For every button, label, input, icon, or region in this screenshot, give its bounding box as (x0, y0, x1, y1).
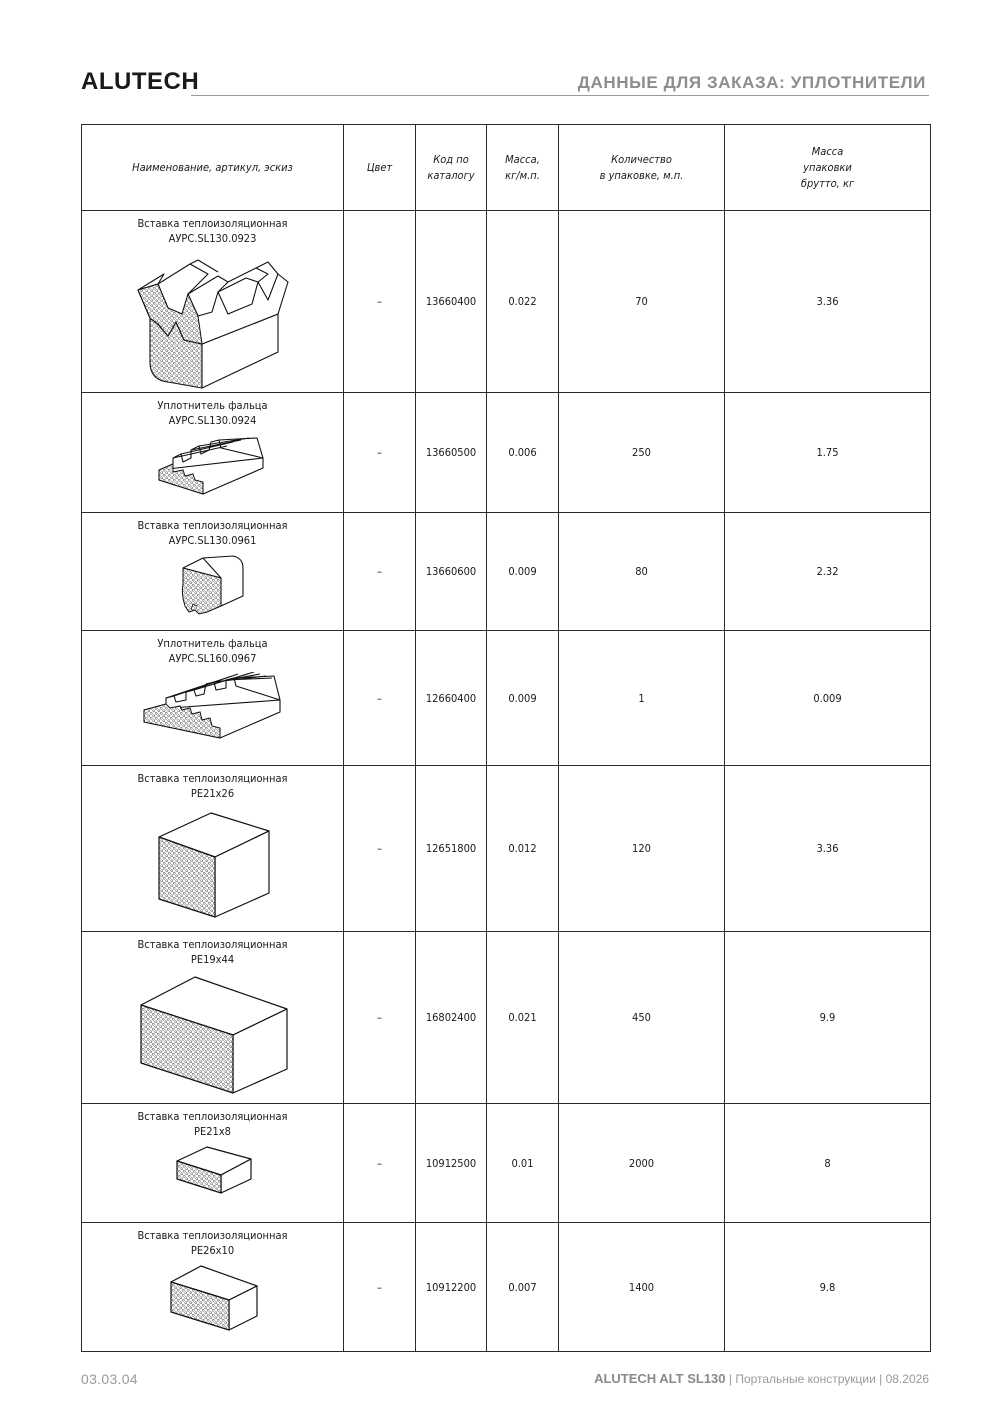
code-cell: 13660600 (416, 513, 487, 631)
foam-block-small-icon (167, 1264, 259, 1336)
code-cell: 16802400 (416, 932, 487, 1104)
foam-block-wide-icon (137, 973, 289, 1097)
pack-mass-cell: 9.8 (725, 1223, 931, 1352)
table-row (82, 1223, 931, 1352)
qty-cell: 80 (559, 513, 725, 631)
code-cell: 10912500 (416, 1104, 487, 1223)
color-cell: – (344, 393, 416, 513)
qty-cell: 450 (559, 932, 725, 1104)
pack-mass-cell: 3.36 (725, 766, 931, 932)
foam-block-icon (153, 807, 273, 921)
product-name: Вставка теплоизоляционная (137, 519, 288, 532)
mass-cell: 0.009 (487, 631, 559, 766)
brand-logo: ALUTECH (81, 68, 200, 95)
product-name: Вставка теплоизоляционная (137, 1229, 288, 1242)
col-header-mass: Масса, кг/м.п. (487, 125, 559, 211)
qty-cell: 1400 (559, 1223, 725, 1352)
seals-order-table (81, 124, 931, 1352)
foam-block-flat-icon (173, 1145, 253, 1197)
product-name-cell (82, 932, 344, 1104)
pack-mass-cell: 1.75 (725, 393, 931, 513)
product-name: Вставка теплоизоляционная (137, 1110, 288, 1123)
table-header-row (82, 125, 931, 211)
mass-cell: 0.007 (487, 1223, 559, 1352)
header-divider (191, 95, 929, 96)
qty-cell: 1 (559, 631, 725, 766)
product-name: Вставка теплоизоляционная (137, 772, 288, 785)
table-row (82, 932, 931, 1104)
color-cell: – (344, 766, 416, 932)
code-cell: 12660400 (416, 631, 487, 766)
color-cell: – (344, 513, 416, 631)
col-header-name: Наименование, артикул, эскиз (82, 125, 344, 211)
footer-details: | Портальные конструкции | 08.2026 (725, 1372, 929, 1386)
small-profile-insert-icon (177, 554, 249, 622)
pack-mass-cell: 3.36 (725, 211, 931, 393)
col-header-code: Код по каталогу (416, 125, 487, 211)
mass-cell: 0.006 (487, 393, 559, 513)
footer-info (594, 1371, 929, 1386)
color-cell: – (344, 631, 416, 766)
product-name: Вставка теплоизоляционная (137, 217, 288, 230)
code-cell: 12651800 (416, 766, 487, 932)
product-name-cell (82, 513, 344, 631)
mass-cell: 0.021 (487, 932, 559, 1104)
double-grooved-insert-icon (128, 252, 298, 392)
page-header (81, 66, 929, 98)
color-cell: – (344, 932, 416, 1104)
mass-cell: 0.01 (487, 1104, 559, 1223)
col-header-pack-mass: Масса упаковки брутто, кг (725, 125, 931, 211)
product-article: PE19x44 (190, 953, 235, 966)
code-cell: 10912200 (416, 1223, 487, 1352)
footer-product: ALUTECH ALT SL130 (594, 1371, 726, 1386)
page-number: 03.03.04 (81, 1371, 138, 1387)
qty-cell: 70 (559, 211, 725, 393)
color-cell: – (344, 1223, 416, 1352)
product-name-cell (82, 1223, 344, 1352)
color-cell: – (344, 211, 416, 393)
product-article: АУРС.SL130.0961 (168, 534, 257, 547)
table-row (82, 766, 931, 932)
qty-cell: 120 (559, 766, 725, 932)
table-row (82, 1104, 931, 1223)
code-cell: 13660400 (416, 211, 487, 393)
product-name-cell (82, 393, 344, 513)
col-header-color: Цвет (344, 125, 416, 211)
product-name-cell (82, 631, 344, 766)
qty-cell: 250 (559, 393, 725, 513)
mass-cell: 0.009 (487, 513, 559, 631)
product-article: АУРС.SL130.0924 (168, 414, 257, 427)
table-row (82, 513, 931, 631)
product-article: АУРС.SL160.0967 (168, 652, 257, 665)
product-article: АУРС.SL130.0923 (168, 232, 257, 245)
product-name-cell (82, 211, 344, 393)
mass-cell: 0.012 (487, 766, 559, 932)
page-title: ДАННЫЕ ДЛЯ ЗАКАЗА: УПЛОТНИТЕЛИ (577, 73, 926, 92)
pack-mass-cell: 2.32 (725, 513, 931, 631)
color-cell: – (344, 1104, 416, 1223)
code-cell: 13660500 (416, 393, 487, 513)
product-article: PE26x10 (190, 1244, 235, 1257)
product-article: PE21x8 (194, 1125, 231, 1138)
table-row (82, 631, 931, 766)
product-name-cell (82, 766, 344, 932)
product-name: Уплотнитель фальца (157, 399, 268, 412)
pack-mass-cell: 9.9 (725, 932, 931, 1104)
ribbed-seal-strip-icon (153, 434, 273, 498)
qty-cell: 2000 (559, 1104, 725, 1223)
wide-ribbed-seal-icon (140, 672, 286, 742)
product-name: Вставка теплоизоляционная (137, 938, 288, 951)
table-row (82, 211, 931, 393)
product-name-cell (82, 1104, 344, 1223)
pack-mass-cell: 0.009 (725, 631, 931, 766)
product-name: Уплотнитель фальца (157, 637, 268, 650)
col-header-qty: Количество в упаковке, м.п. (559, 125, 725, 211)
table-row (82, 393, 931, 513)
mass-cell: 0.022 (487, 211, 559, 393)
product-article: PE21x26 (190, 787, 235, 800)
pack-mass-cell: 8 (725, 1104, 931, 1223)
